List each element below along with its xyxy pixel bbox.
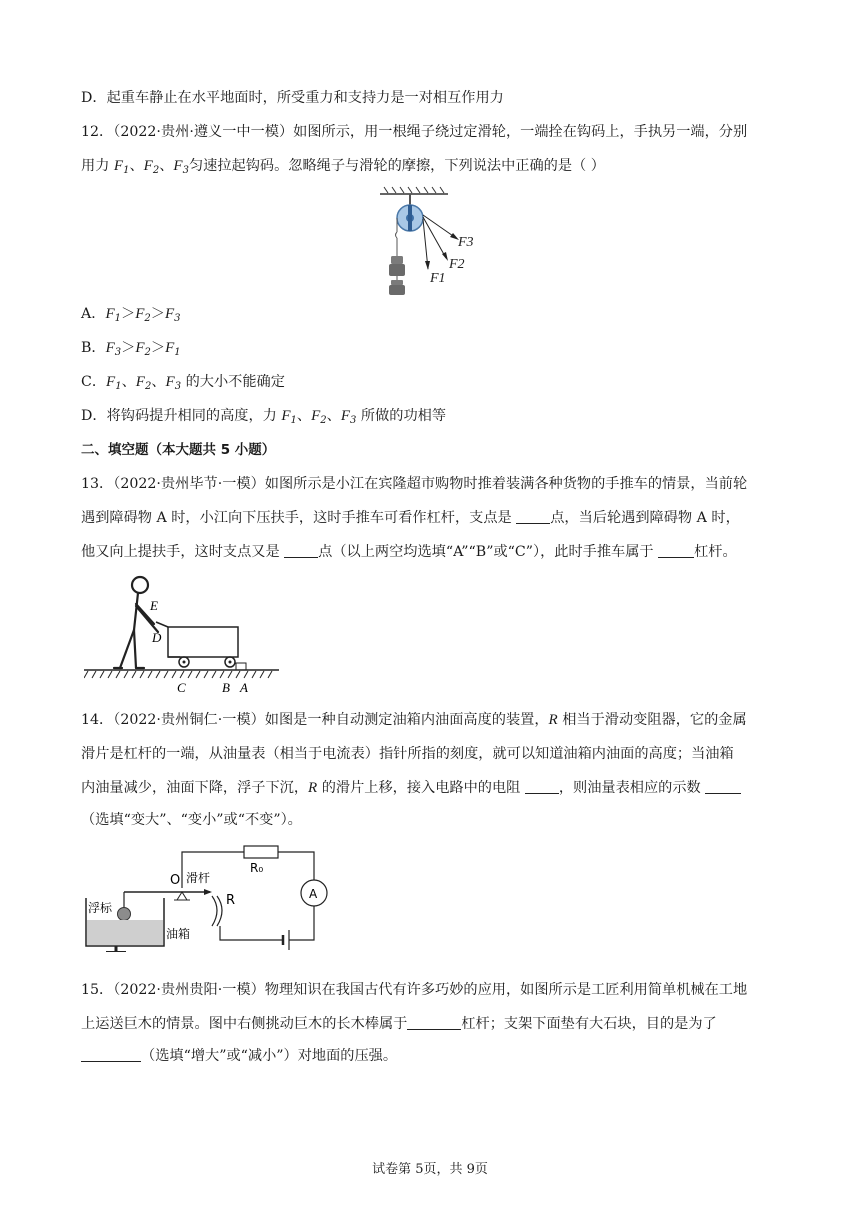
q15-line3: （选填“增大”或“减小”）对地面的压强。 bbox=[81, 1046, 397, 1066]
blank-q13-1[interactable] bbox=[516, 509, 550, 524]
q15-line2: 上运送巨木的情景。图中右侧挑动巨木的长木棒属于 杠杆；支架下面垫有大石块，目的是为了 bbox=[81, 1016, 717, 1032]
label-o: O bbox=[170, 873, 181, 888]
q14-line2: 滑片是杠杆的一端，从油量表（相当于电流表）指针所指的刻度，就可以知道油箱内油面的高度；当油箱 bbox=[81, 746, 734, 762]
blank-q14-2[interactable] bbox=[705, 779, 741, 794]
blank-q15-2[interactable] bbox=[81, 1047, 141, 1062]
label-tank: 油箱 bbox=[166, 927, 191, 941]
page-footer: 试卷第 5页，共 9页 bbox=[372, 1162, 488, 1177]
label-b: B bbox=[222, 680, 230, 695]
label-ammeter: A bbox=[309, 887, 318, 901]
q11-option-d: D．起重车静止在水平地面时，所受重力和支持力是一对相互作用力 bbox=[81, 90, 504, 106]
label-float: 浮标 bbox=[88, 901, 113, 915]
q12-stem-line1: 12．（2022·贵州·遵义一中一模）如图所示，用一根绳子绕过定滑轮，一端拴在钩码上，手执另一端，分别 bbox=[81, 124, 748, 140]
section-heading: 二、填空题（本大题共 5 小题） bbox=[81, 442, 276, 458]
label-f3: F3 bbox=[458, 235, 474, 250]
q12-option-b: B．$F_3>F_2>F_1$ bbox=[81, 340, 181, 358]
label-f2: F2 bbox=[449, 257, 465, 272]
blank-q13-3[interactable] bbox=[658, 543, 694, 558]
q12-option-a: A．$F_1>F_2>F_3$ bbox=[81, 306, 181, 324]
q13-line2: 遇到障碍物 A 时，小江向下压扶手，这时手推车可看作杠杆，支点是 点，当后轮遇到障碍物 A 时， bbox=[81, 510, 740, 526]
q15-line1: 15．（2022·贵州贵阳·一模）物理知识在我国古代有许多巧妙的应用，如图所示是工匠利用简单机械在工地 bbox=[81, 982, 748, 998]
q12-option-d: D．将钩码提升相同的高度，力 $F_1$、$F_2$、$F_3$ 所做的功相等 bbox=[81, 408, 447, 426]
blank-q14-1[interactable] bbox=[525, 779, 559, 794]
pulley-figure bbox=[378, 186, 486, 296]
blank-q13-2[interactable] bbox=[284, 543, 318, 558]
label-r0: R₀ bbox=[250, 861, 264, 875]
label-d: D bbox=[152, 630, 162, 645]
label-c: C bbox=[177, 680, 186, 695]
blank-q15-1[interactable] bbox=[407, 1015, 461, 1030]
q12-option-c: C．$F_1$、$F_2$、$F_3$ 的大小不能确定 bbox=[81, 374, 285, 392]
label-r: R bbox=[226, 893, 236, 908]
label-a: A bbox=[240, 680, 248, 695]
q12-stem-line2: 用力 $F_1$、$F_2$、$F_3$匀速拉起钩码。忽略绳子与滑轮的摩擦，下列说法中正确的是（ ） bbox=[81, 158, 605, 176]
q14-line4: （选填“变大”、“变小”或“不变”）。 bbox=[81, 812, 302, 828]
oil-tank-figure bbox=[84, 842, 334, 952]
q13-line1: 13．（2022·贵州毕节·一模）如图所示是小江在宾隆超市购物时推着装满各种货物的手推车的情景，当前轮 bbox=[81, 476, 748, 492]
label-f1: F1 bbox=[430, 271, 446, 286]
label-e: E bbox=[150, 598, 158, 613]
cart-figure bbox=[84, 572, 284, 698]
label-slider: 滑杆 bbox=[186, 871, 211, 885]
q14-line1: 14．（2022·贵州铜仁·一模）如图是一种自动测定油箱内油面高度的装置，R 相当于滑动变阻器，它的金属 bbox=[81, 712, 747, 728]
q14-line3: 内油量减少，油面下降，浮子下沉，R 的滑片上移，接入电路中的电阻 ，则油量表相应的示数 bbox=[81, 778, 741, 798]
q13-line3: 他又向上提扶手，这时支点又是 点（以上两空均选填“A”“B”或“C”），此时手推车属于 杠杆。 bbox=[81, 544, 737, 560]
